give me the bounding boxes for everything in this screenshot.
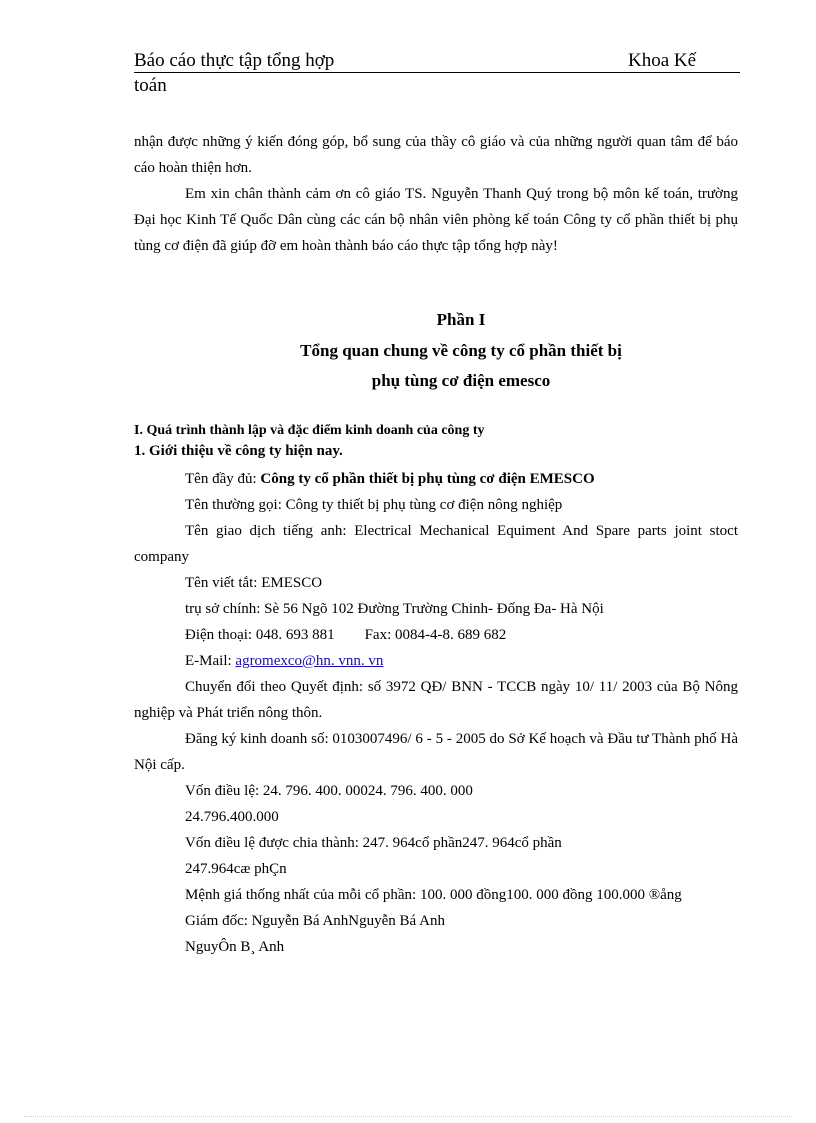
page-header — [134, 50, 740, 73]
full-name-line — [134, 466, 738, 492]
full-name-value: Công ty cổ phần thiết bị phụ tùng cơ điện EMESCO — [260, 471, 595, 487]
header-department-continuation: toán — [134, 75, 167, 96]
common-name-line: Tên thường gọi: Công ty thiết bị phụ tùng cơ điện nông nghiệp — [185, 497, 563, 513]
full-name-label: Tên đầy đủ: — [185, 471, 261, 487]
part-title-line-2: phụ tùng cơ điện emesco — [371, 371, 551, 390]
part-title-line-1: Tổng quan chung về công ty cổ phần thiết bị — [300, 341, 622, 360]
section-subheading: 1. Giới thiệu về công ty hiện nay. — [134, 443, 343, 459]
intro-block — [134, 129, 738, 259]
company-info — [134, 466, 738, 960]
intro-paragraph-1: nhận được những ý kiến đóng góp, bổ sung của thầy cô giáo và của những người quan tâm để báo cáo hoàn thiện hơn. — [134, 134, 738, 176]
decision-line: Chuyển đổi theo Quyết định: số 3972 QĐ/ BNN - TCCB ngày 10/ 11/ 2003 của Bộ Nông nghiệp và Phát triển nông thôn. — [134, 679, 738, 721]
header-department: Khoa Kế — [628, 50, 697, 71]
shares-line: Vốn điều lệ được chia thành: 247. 964cổ phần247. 964cổ phần — [185, 835, 562, 851]
shares-extra-line: 247.964cæ phÇn — [185, 861, 287, 877]
capital-line: Vốn điều lệ: 24. 796. 400. 00024. 796. 400. 000 — [185, 783, 473, 799]
intro-paragraph-2: Em xin chân thành cảm ơn cô giáo TS. Nguyễn Thanh Quý trong bộ môn kế toán, trường Đại học Kinh Tế Quốc Dân cùng các cán bộ nhân viên phòng kế toán Công ty cổ phần thiết bị phụ tùng cơ điện đã giúp đỡ em hoàn thành báo cáo thực tập tổng hợp này! — [134, 186, 738, 254]
email-line — [134, 648, 738, 674]
section-heading: I. Quá trình thành lập và đặc điểm kinh doanh của công ty — [134, 423, 485, 438]
email-link[interactable]: agromexco@hn. vnn. vn — [235, 653, 384, 669]
par-value-line: Mệnh giá thống nhất của mỗi cổ phần: 100. 000 đồng100. 000 đồng 100.000 ®ång — [185, 887, 682, 903]
phone: Điện thoại: 048. 693 881 — [185, 627, 335, 643]
director-extra-line: NguyÔn B¸ Anh — [185, 939, 285, 955]
english-name-line: Tên giao dịch tiếng anh: Electrical Mechanical Equiment And Spare parts joint stoct company — [134, 523, 738, 565]
contact-line — [134, 622, 738, 648]
head-office-line: trụ sở chính: Sè 56 Ngõ 102 Đường Trường Chinh- Đống Đa- Hà Nội — [185, 601, 604, 617]
registration-line: Đăng ký kinh doanh số: 0103007496/ 6 - 5 - 2005 do Sở Kế hoạch và Đầu tư Thành phố Hà Nội cấp. — [134, 731, 738, 773]
part-label: Phần I — [436, 310, 486, 329]
director-line: Giám đốc: Nguyễn Bá AnhNguyễn Bá Anh — [185, 913, 445, 929]
page-bottom-divider — [24, 1116, 792, 1117]
header-title: Báo cáo thực tập tổng hợp — [134, 50, 335, 71]
email-label: E-Mail: — [185, 653, 236, 669]
fax: Fax: 0084-4-8. 689 682 — [364, 627, 507, 643]
capital-extra-line: 24.796.400.000 — [185, 809, 279, 825]
abbreviation-line: Tên viết tắt: EMESCO — [185, 575, 323, 591]
